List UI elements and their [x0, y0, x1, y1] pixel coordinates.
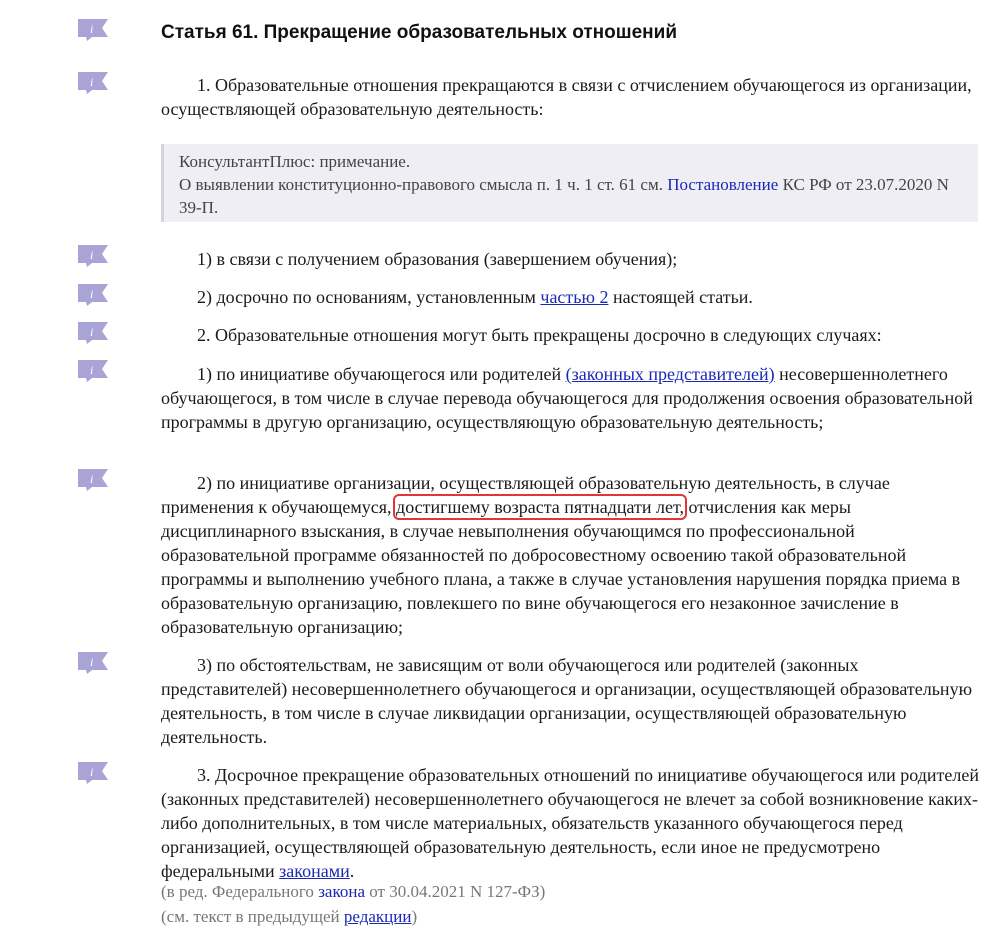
link-previous-edition[interactable]: редакции	[343, 907, 412, 926]
svg-text:i: i	[90, 472, 94, 486]
highlighted-phrase: достигшему возраста пятнадцати лет,	[396, 497, 684, 517]
paragraph-3-before: 3. Досрочное прекращение образовательных отношений по инициативе обучающегося или родителей (законных представителей) несовершеннолетнего обучающегося не влечет за собой возникновение каких-либо дополнительных, в том числе материальных, обязательств указанного обучающегося перед организацией, осуществляющей образовательную деятельность, если иное не предусмотрено федеральными	[161, 765, 979, 881]
paragraph-1	[161, 73, 981, 121]
paragraph-2-1-before: 1) по инициативе обучающегося или родителей	[197, 364, 566, 384]
info-icon[interactable]	[78, 72, 108, 94]
prev-after: )	[411, 907, 418, 926]
svg-text:i: i	[90, 655, 94, 669]
paragraph-2-text: 2. Образовательные отношения могут быть прекращены досрочно в следующих случаях:	[197, 325, 882, 345]
paragraph-1-1	[161, 247, 981, 271]
article-title: Статья 61. Прекращение образовательных отношений	[161, 22, 677, 43]
paragraph-2-2-after: отчисления как меры дисциплинарного взыскания, в случае невыполнения обучающимся по профессиональной образовательной программе обязанностей по добросовестному освоению такой образовательной программы и выполнению учебного плана, а также в случае установления нарушения порядка приема в образовательную организацию, повлекшего по вине обучающегося его незаконное зачисление в образовательную организацию;	[161, 497, 961, 637]
note-body	[179, 173, 966, 219]
info-icon[interactable]	[78, 360, 108, 382]
paragraph-1-text: 1. Образовательные отношения прекращаются в связи с отчислением обучающегося из организации, осуществляющей образовательную деятельность:	[161, 75, 972, 119]
info-icon[interactable]	[78, 652, 108, 674]
svg-text:i: i	[90, 765, 94, 779]
link-legal-representatives[interactable]: (законных представителей)	[565, 364, 775, 384]
paragraph-2-3	[161, 653, 981, 749]
svg-text:i: i	[90, 325, 94, 339]
paragraph-1-1-text: 1) в связи с получением образования (завершением обучения);	[197, 249, 678, 269]
paragraph-3-after: .	[349, 861, 355, 881]
note-link-postanovlenie[interactable]: Постановление	[667, 175, 779, 194]
paragraph-1-2-before: 2) досрочно по основаниям, установленным	[197, 287, 541, 307]
info-icon[interactable]	[78, 469, 108, 491]
note-text-after: КС РФ от 23.07.2020 N 39-П.	[179, 175, 949, 217]
edition-after: от 30.04.2021 N 127-ФЗ)	[365, 882, 546, 901]
paragraph-2-3-text: 3) по обстоятельствам, не зависящим от воли обучающегося или родителей (законных представителей) несовершеннолетнего обучающегося и организации, осуществляющей образовательную деятельность, в том числе в случае ликвидации организации, осуществляющей образовательную деятельность.	[161, 655, 973, 747]
svg-text:i: i	[90, 363, 94, 377]
consultant-note	[161, 144, 978, 222]
prev-before: (см. текст в предыдущей	[161, 907, 344, 926]
svg-text:i: i	[90, 287, 94, 301]
paragraph-2-2	[161, 471, 981, 639]
link-part-2[interactable]: частью 2	[540, 287, 609, 307]
note-text-before: О выявлении конституционно-правового смысла п. 1 ч. 1 ст. 61 см.	[179, 175, 668, 194]
paragraph-3	[161, 763, 981, 883]
paragraph-2-1	[161, 362, 981, 434]
paragraph-1-2-after: настоящей статьи.	[608, 287, 753, 307]
previous-edition-note	[161, 906, 417, 928]
note-label: КонсультантПлюс: примечание.	[179, 152, 411, 171]
link-laws[interactable]: законами	[279, 861, 350, 881]
paragraph-1-2	[161, 285, 981, 309]
paragraph-2-2-before: 2) по инициативе организации, осуществляющей образовательную деятельность, в случае применения к обучающемуся,	[161, 473, 890, 517]
svg-text:i: i	[90, 75, 94, 89]
edition-note	[161, 881, 545, 903]
info-icon[interactable]	[78, 19, 108, 41]
paragraph-2	[161, 323, 981, 347]
svg-text:i: i	[90, 248, 94, 262]
paragraph-2-1-after: несовершеннолетнего обучающегося, в том числе в случае перевода обучающегося для продолжения освоения образовательной программы в другую организацию, осуществляющую образовательную деятельность;	[161, 364, 973, 432]
info-icon[interactable]	[78, 284, 108, 306]
edition-before: (в ред. Федерального	[161, 882, 319, 901]
info-icon[interactable]	[78, 245, 108, 267]
svg-text:i: i	[90, 22, 94, 36]
info-icon[interactable]	[78, 762, 108, 784]
link-law[interactable]: закона	[318, 882, 365, 901]
info-icon[interactable]	[78, 322, 108, 344]
